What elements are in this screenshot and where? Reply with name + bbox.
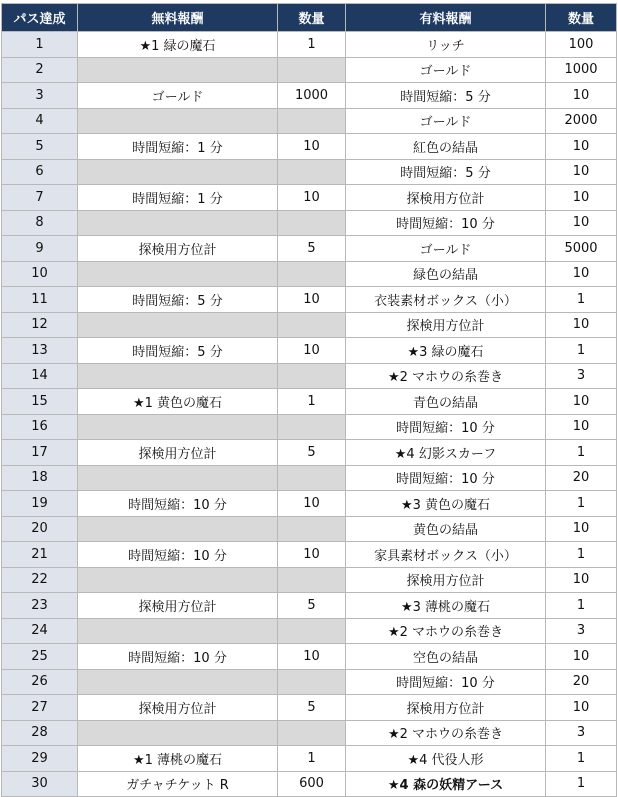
paid-reward-cell: ゴールド bbox=[346, 108, 546, 134]
paid-qty-cell: 10 bbox=[546, 261, 617, 287]
paid-qty-cell: 1 bbox=[546, 771, 617, 797]
header-free-qty: 数量 bbox=[278, 4, 346, 32]
free-reward-cell bbox=[78, 363, 278, 389]
free-reward-cell: 探検用方位計 bbox=[78, 440, 278, 466]
paid-qty-cell: 1 bbox=[546, 542, 617, 568]
tier-cell: 3 bbox=[2, 83, 78, 109]
paid-reward-cell: 緑色の結晶 bbox=[346, 261, 546, 287]
free-reward-cell bbox=[78, 465, 278, 491]
paid-qty-cell: 5000 bbox=[546, 236, 617, 262]
paid-reward-cell: 衣装素材ボックス（小） bbox=[346, 287, 546, 313]
paid-qty-cell: 10 bbox=[546, 83, 617, 109]
paid-qty-cell: 100 bbox=[546, 32, 617, 58]
paid-qty-cell: 10 bbox=[546, 312, 617, 338]
paid-qty-cell: 10 bbox=[546, 185, 617, 211]
paid-qty-cell: 3 bbox=[546, 618, 617, 644]
free-qty-cell: 10 bbox=[278, 491, 346, 517]
table-row bbox=[2, 185, 617, 211]
tier-cell: 19 bbox=[2, 491, 78, 517]
free-qty-cell: 10 bbox=[278, 644, 346, 670]
free-reward-cell: ★1 緑の魔石 bbox=[78, 32, 278, 58]
table-body bbox=[2, 32, 617, 797]
free-reward-cell: ★1 薄桃の魔石 bbox=[78, 746, 278, 772]
free-qty-cell bbox=[278, 108, 346, 134]
paid-qty-cell: 10 bbox=[546, 695, 617, 721]
paid-qty-cell: 10 bbox=[546, 389, 617, 415]
paid-reward-cell: ★2 マホウの糸巻き bbox=[346, 618, 546, 644]
free-reward-cell: 探検用方位計 bbox=[78, 236, 278, 262]
free-qty-cell: 600 bbox=[278, 771, 346, 797]
header-paid-qty: 数量 bbox=[546, 4, 617, 32]
paid-qty-cell: 10 bbox=[546, 567, 617, 593]
tier-cell: 21 bbox=[2, 542, 78, 568]
paid-reward-cell: 家具素材ボックス（小） bbox=[346, 542, 546, 568]
paid-qty-cell: 10 bbox=[546, 210, 617, 236]
paid-qty-cell: 3 bbox=[546, 720, 617, 746]
free-reward-cell: ガチャチケット R bbox=[78, 771, 278, 797]
table-row bbox=[2, 414, 617, 440]
free-reward-cell bbox=[78, 567, 278, 593]
tier-cell: 26 bbox=[2, 669, 78, 695]
table-row bbox=[2, 389, 617, 415]
free-qty-cell: 5 bbox=[278, 593, 346, 619]
free-reward-cell bbox=[78, 57, 278, 83]
header-paid-reward: 有料報酬 bbox=[346, 4, 546, 32]
paid-qty-cell: 1 bbox=[546, 593, 617, 619]
free-qty-cell: 1 bbox=[278, 746, 346, 772]
tier-cell: 18 bbox=[2, 465, 78, 491]
paid-reward-cell: 空色の結晶 bbox=[346, 644, 546, 670]
table-row bbox=[2, 210, 617, 236]
table-row bbox=[2, 669, 617, 695]
paid-reward-cell: 時間短縮：5 分 bbox=[346, 83, 546, 109]
free-qty-cell: 10 bbox=[278, 338, 346, 364]
table-row bbox=[2, 134, 617, 160]
table-row bbox=[2, 644, 617, 670]
table-row bbox=[2, 542, 617, 568]
free-reward-cell: 時間短縮：10 分 bbox=[78, 542, 278, 568]
tier-cell: 30 bbox=[2, 771, 78, 797]
paid-qty-cell: 1 bbox=[546, 287, 617, 313]
paid-reward-cell: 探検用方位計 bbox=[346, 695, 546, 721]
free-qty-cell: 5 bbox=[278, 440, 346, 466]
paid-qty-cell: 20 bbox=[546, 465, 617, 491]
table-row bbox=[2, 108, 617, 134]
table-row bbox=[2, 32, 617, 58]
free-reward-cell bbox=[78, 669, 278, 695]
paid-reward-cell: 時間短縮：5 分 bbox=[346, 159, 546, 185]
paid-reward-cell: ★2 マホウの糸巻き bbox=[346, 720, 546, 746]
free-reward-cell: 時間短縮：5 分 bbox=[78, 338, 278, 364]
tier-cell: 4 bbox=[2, 108, 78, 134]
free-reward-cell bbox=[78, 720, 278, 746]
paid-reward-cell: 紅色の結晶 bbox=[346, 134, 546, 160]
paid-reward-cell: ゴールド bbox=[346, 236, 546, 262]
free-qty-cell: 1000 bbox=[278, 83, 346, 109]
pass-rewards-table bbox=[1, 3, 617, 797]
free-qty-cell: 10 bbox=[278, 542, 346, 568]
tier-cell: 24 bbox=[2, 618, 78, 644]
free-qty-cell bbox=[278, 57, 346, 83]
paid-reward-cell: ★4 幻影スカーフ bbox=[346, 440, 546, 466]
table-row bbox=[2, 363, 617, 389]
tier-cell: 10 bbox=[2, 261, 78, 287]
table-row bbox=[2, 236, 617, 262]
free-reward-cell: ★1 黄色の魔石 bbox=[78, 389, 278, 415]
tier-cell: 6 bbox=[2, 159, 78, 185]
free-qty-cell bbox=[278, 312, 346, 338]
paid-reward-cell: ゴールド bbox=[346, 57, 546, 83]
tier-cell: 28 bbox=[2, 720, 78, 746]
free-qty-cell: 1 bbox=[278, 389, 346, 415]
paid-qty-cell: 1 bbox=[546, 338, 617, 364]
free-qty-cell: 5 bbox=[278, 695, 346, 721]
paid-reward-cell: ★2 マホウの糸巻き bbox=[346, 363, 546, 389]
tier-cell: 1 bbox=[2, 32, 78, 58]
free-qty-cell: 1 bbox=[278, 32, 346, 58]
tier-cell: 11 bbox=[2, 287, 78, 313]
paid-reward-cell: 探検用方位計 bbox=[346, 567, 546, 593]
tier-cell: 29 bbox=[2, 746, 78, 772]
table-row bbox=[2, 567, 617, 593]
free-reward-cell bbox=[78, 312, 278, 338]
paid-reward-cell: 時間短縮：10 分 bbox=[346, 414, 546, 440]
table-row bbox=[2, 491, 617, 517]
tier-cell: 7 bbox=[2, 185, 78, 211]
header-tier: パス達成 bbox=[2, 4, 78, 32]
paid-qty-cell: 10 bbox=[546, 134, 617, 160]
paid-reward-cell: ★4 代役人形 bbox=[346, 746, 546, 772]
free-qty-cell: 10 bbox=[278, 134, 346, 160]
tier-cell: 22 bbox=[2, 567, 78, 593]
free-reward-cell: 探検用方位計 bbox=[78, 695, 278, 721]
table-row bbox=[2, 695, 617, 721]
paid-qty-cell: 20 bbox=[546, 669, 617, 695]
paid-qty-cell: 1000 bbox=[546, 57, 617, 83]
table-header-row bbox=[2, 4, 617, 32]
table-row bbox=[2, 440, 617, 466]
tier-cell: 9 bbox=[2, 236, 78, 262]
tier-cell: 12 bbox=[2, 312, 78, 338]
paid-reward-cell: 青色の結晶 bbox=[346, 389, 546, 415]
paid-qty-cell: 10 bbox=[546, 516, 617, 542]
free-reward-cell: 時間短縮：10 分 bbox=[78, 644, 278, 670]
tier-cell: 14 bbox=[2, 363, 78, 389]
paid-reward-cell: 時間短縮：10 分 bbox=[346, 210, 546, 236]
header-free-reward: 無料報酬 bbox=[78, 4, 278, 32]
free-reward-cell bbox=[78, 261, 278, 287]
free-reward-cell: 時間短縮：1 分 bbox=[78, 185, 278, 211]
paid-qty-cell: 3 bbox=[546, 363, 617, 389]
free-reward-cell bbox=[78, 210, 278, 236]
paid-qty-cell: 10 bbox=[546, 414, 617, 440]
paid-qty-cell: 1 bbox=[546, 440, 617, 466]
table-row bbox=[2, 312, 617, 338]
free-qty-cell bbox=[278, 720, 346, 746]
table-row bbox=[2, 338, 617, 364]
tier-cell: 17 bbox=[2, 440, 78, 466]
tier-cell: 25 bbox=[2, 644, 78, 670]
paid-reward-cell: 時間短縮：10 分 bbox=[346, 669, 546, 695]
tier-cell: 15 bbox=[2, 389, 78, 415]
free-qty-cell bbox=[278, 210, 346, 236]
free-reward-cell: ゴールド bbox=[78, 83, 278, 109]
table-row bbox=[2, 618, 617, 644]
tier-cell: 2 bbox=[2, 57, 78, 83]
table-row bbox=[2, 287, 617, 313]
paid-reward-cell: ★3 薄桃の魔石 bbox=[346, 593, 546, 619]
free-reward-cell: 時間短縮：10 分 bbox=[78, 491, 278, 517]
free-reward-cell: 時間短縮：5 分 bbox=[78, 287, 278, 313]
free-qty-cell: 10 bbox=[278, 185, 346, 211]
table-row bbox=[2, 720, 617, 746]
free-reward-cell: 探検用方位計 bbox=[78, 593, 278, 619]
paid-qty-cell: 10 bbox=[546, 159, 617, 185]
tier-cell: 13 bbox=[2, 338, 78, 364]
free-reward-cell bbox=[78, 108, 278, 134]
free-qty-cell bbox=[278, 618, 346, 644]
paid-reward-cell: 時間短縮：10 分 bbox=[346, 465, 546, 491]
paid-qty-cell: 1 bbox=[546, 491, 617, 517]
paid-qty-cell: 1 bbox=[546, 746, 617, 772]
free-qty-cell: 5 bbox=[278, 236, 346, 262]
tier-cell: 20 bbox=[2, 516, 78, 542]
free-qty-cell: 10 bbox=[278, 287, 346, 313]
table-row bbox=[2, 57, 617, 83]
table-row bbox=[2, 83, 617, 109]
tier-cell: 27 bbox=[2, 695, 78, 721]
free-qty-cell bbox=[278, 261, 346, 287]
paid-qty-cell: 2000 bbox=[546, 108, 617, 134]
free-qty-cell bbox=[278, 465, 346, 491]
free-qty-cell bbox=[278, 363, 346, 389]
paid-reward-cell: 探検用方位計 bbox=[346, 185, 546, 211]
table-row bbox=[2, 465, 617, 491]
paid-reward-cell: 黄色の結晶 bbox=[346, 516, 546, 542]
tier-cell: 16 bbox=[2, 414, 78, 440]
free-qty-cell bbox=[278, 414, 346, 440]
table-row bbox=[2, 746, 617, 772]
free-reward-cell bbox=[78, 159, 278, 185]
free-reward-cell bbox=[78, 414, 278, 440]
paid-reward-cell: 探検用方位計 bbox=[346, 312, 546, 338]
free-reward-cell: 時間短縮：1 分 bbox=[78, 134, 278, 160]
table-row bbox=[2, 159, 617, 185]
paid-reward-cell: ★3 黄色の魔石 bbox=[346, 491, 546, 517]
tier-cell: 23 bbox=[2, 593, 78, 619]
tier-cell: 5 bbox=[2, 134, 78, 160]
free-reward-cell bbox=[78, 516, 278, 542]
paid-reward-cell: ★4 森の妖精アース bbox=[346, 771, 546, 797]
free-reward-cell bbox=[78, 618, 278, 644]
free-qty-cell bbox=[278, 669, 346, 695]
paid-qty-cell: 10 bbox=[546, 644, 617, 670]
paid-reward-cell: ★3 緑の魔石 bbox=[346, 338, 546, 364]
table-row bbox=[2, 516, 617, 542]
table-row bbox=[2, 261, 617, 287]
paid-reward-cell: リッチ bbox=[346, 32, 546, 58]
table-row bbox=[2, 593, 617, 619]
tier-cell: 8 bbox=[2, 210, 78, 236]
free-qty-cell bbox=[278, 516, 346, 542]
free-qty-cell bbox=[278, 159, 346, 185]
free-qty-cell bbox=[278, 567, 346, 593]
